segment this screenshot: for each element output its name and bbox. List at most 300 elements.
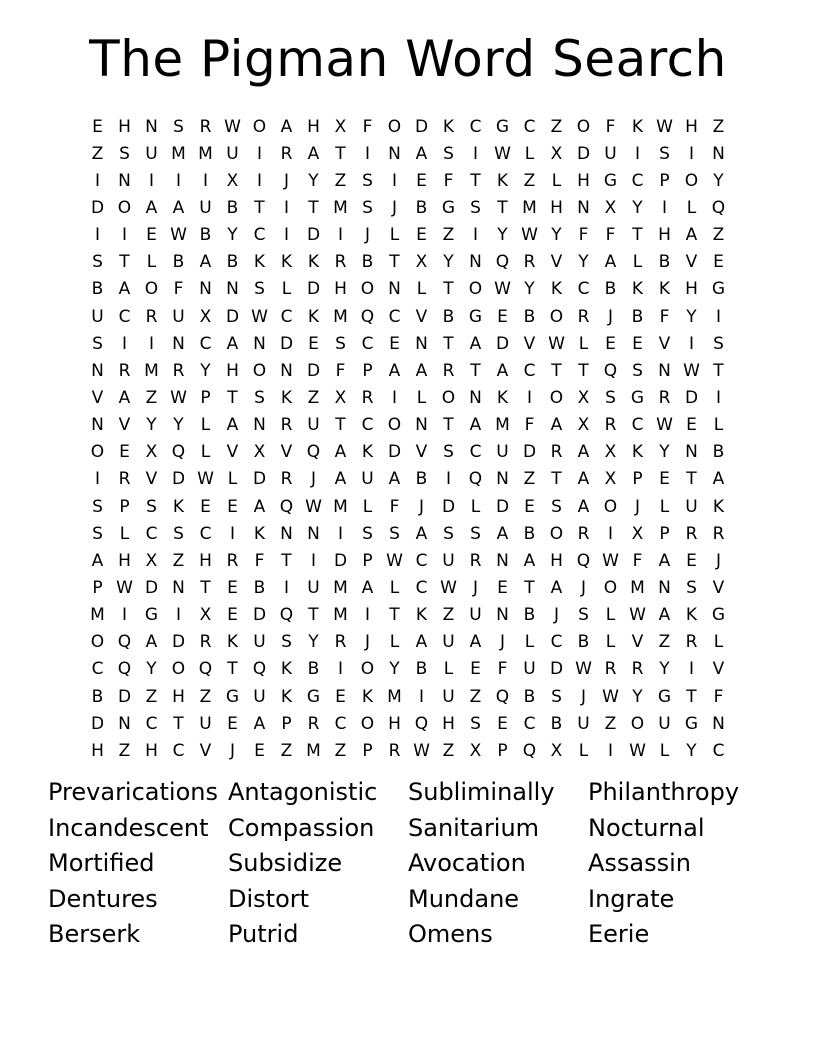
grid-letter: A xyxy=(226,415,239,436)
grid-letter: B xyxy=(577,632,590,653)
grid-letter: A xyxy=(307,143,320,164)
grid-row xyxy=(84,249,732,276)
grid-letter: C xyxy=(118,306,131,327)
word-list-item: Omens xyxy=(408,920,493,948)
grid-letter: K xyxy=(253,523,266,544)
grid-letter: V xyxy=(550,252,563,273)
grid-letter: S xyxy=(443,523,454,544)
grid-letter: M xyxy=(198,143,213,164)
grid-letter: F xyxy=(524,415,535,436)
grid-letter: K xyxy=(685,605,698,626)
grid-letter: O xyxy=(630,713,645,734)
grid-row xyxy=(84,520,732,547)
grid-letter: I xyxy=(715,387,721,408)
grid-letter: B xyxy=(253,577,266,598)
grid-letter: W xyxy=(170,387,187,408)
grid-letter: P xyxy=(659,170,670,191)
grid-letter: O xyxy=(90,632,105,653)
grid-letter: Z xyxy=(172,550,185,571)
grid-letter: H xyxy=(685,279,698,300)
grid-letter: D xyxy=(522,442,537,463)
grid-letter: O xyxy=(603,496,618,517)
grid-letter: U xyxy=(307,577,320,598)
grid-letter: J xyxy=(364,632,370,653)
grid-letter: C xyxy=(280,306,293,327)
grid-letter: S xyxy=(713,333,724,354)
grid-letter: M xyxy=(144,360,159,381)
grid-letter: Q xyxy=(495,252,510,273)
grid-letter: L xyxy=(200,442,211,463)
word-list-item: Subliminally xyxy=(408,778,555,806)
grid-letter: X xyxy=(550,740,563,761)
grid-letter: T xyxy=(713,360,724,381)
grid-row xyxy=(84,737,732,764)
grid-letter: H xyxy=(91,740,104,761)
grid-letter: T xyxy=(470,170,481,191)
grid-letter: R xyxy=(307,713,320,734)
grid-letter: V xyxy=(631,632,644,653)
grid-letter: Q xyxy=(171,442,186,463)
grid-letter: D xyxy=(279,333,294,354)
grid-letter: M xyxy=(495,415,510,436)
grid-letter: N xyxy=(253,415,266,436)
grid-letter: R xyxy=(658,387,671,408)
grid-letter: B xyxy=(523,306,536,327)
grid-letter: B xyxy=(91,686,104,707)
grid-letter: I xyxy=(418,686,424,707)
grid-letter: L xyxy=(713,415,724,436)
word-list-item: Sanitarium xyxy=(408,813,540,842)
grid-letter: N xyxy=(145,116,158,137)
grid-letter: H xyxy=(172,686,185,707)
grid-row xyxy=(84,656,732,683)
grid-letter: C xyxy=(712,740,725,761)
word-list-item: Incandescent xyxy=(48,813,209,842)
grid-row xyxy=(84,547,732,574)
grid-letter: F xyxy=(443,170,454,191)
grid-letter: K xyxy=(280,252,293,273)
grid-letter: Q xyxy=(576,550,591,571)
grid-letter: E xyxy=(119,442,130,463)
grid-letter: W xyxy=(413,740,430,761)
grid-row xyxy=(84,412,732,439)
grid-letter: G xyxy=(657,686,672,707)
grid-letter: K xyxy=(280,659,293,680)
grid-letter: Y xyxy=(632,197,643,218)
grid-letter: S xyxy=(362,170,373,191)
grid-letter: D xyxy=(144,577,159,598)
grid-letter: G xyxy=(495,116,510,137)
grid-letter: I xyxy=(526,387,532,408)
word-list-item: Ingrate xyxy=(588,884,675,913)
grid-letter: U xyxy=(145,143,158,164)
grid-letter: A xyxy=(172,197,185,218)
grid-letter: N xyxy=(496,469,509,490)
grid-letter: R xyxy=(685,632,698,653)
word-list-item: Berserk xyxy=(48,920,141,948)
grid-letter: A xyxy=(388,360,401,381)
grid-letter: L xyxy=(605,605,616,626)
grid-letter: L xyxy=(524,143,535,164)
grid-letter: E xyxy=(308,333,319,354)
grid-letter: B xyxy=(415,197,428,218)
grid-letter: C xyxy=(523,713,536,734)
grid-letter: L xyxy=(389,577,400,598)
grid-letter: L xyxy=(578,333,589,354)
grid-letter: X xyxy=(415,252,428,273)
grid-letter: Y xyxy=(443,252,454,273)
grid-letter: G xyxy=(711,279,726,300)
grid-letter: U xyxy=(442,686,455,707)
grid-letter: W xyxy=(386,550,403,571)
grid-letter: H xyxy=(658,225,671,246)
grid-letter: D xyxy=(306,279,321,300)
grid-letter: O xyxy=(360,279,375,300)
grid-letter: L xyxy=(713,632,724,653)
grid-letter: Z xyxy=(442,605,455,626)
grid-letter: M xyxy=(90,605,105,626)
grid-letter: W xyxy=(521,225,538,246)
grid-letter: B xyxy=(604,279,617,300)
grid-letter: K xyxy=(280,387,293,408)
grid-letter: R xyxy=(685,523,698,544)
grid-letter: N xyxy=(280,360,293,381)
word-list-item: Subsidize xyxy=(228,849,343,877)
grid-letter: U xyxy=(91,306,104,327)
grid-letter: E xyxy=(470,659,481,680)
grid-letter: X xyxy=(334,116,347,137)
grid-letter: I xyxy=(121,605,127,626)
grid-letter: I xyxy=(607,523,613,544)
grid-letter: A xyxy=(334,469,347,490)
grid-letter: X xyxy=(145,442,158,463)
grid-letter: U xyxy=(523,659,536,680)
grid-letter: H xyxy=(226,360,239,381)
grid-letter: I xyxy=(688,143,694,164)
grid-letter: D xyxy=(117,686,132,707)
grid-letter: W xyxy=(224,116,241,137)
grid-letter: U xyxy=(253,632,266,653)
grid-letter: Q xyxy=(495,686,510,707)
grid-letter: Q xyxy=(252,659,267,680)
grid-letter: Z xyxy=(334,740,347,761)
grid-letter: H xyxy=(145,740,158,761)
grid-letter: H xyxy=(550,550,563,571)
grid-letter: O xyxy=(549,523,564,544)
grid-letter: V xyxy=(226,442,239,463)
grid-letter: N xyxy=(172,333,185,354)
grid-letter: K xyxy=(253,252,266,273)
grid-letter: Q xyxy=(279,496,294,517)
grid-letter: I xyxy=(121,333,127,354)
grid-letter: U xyxy=(577,713,590,734)
grid-letter: K xyxy=(712,496,725,517)
grid-letter: D xyxy=(333,550,348,571)
grid-letter: G xyxy=(441,197,456,218)
grid-letter: R xyxy=(712,523,725,544)
grid-letter: V xyxy=(415,442,428,463)
grid-letter: G xyxy=(225,686,240,707)
grid-letter: B xyxy=(226,197,239,218)
grid-letter: C xyxy=(469,442,482,463)
grid-letter: O xyxy=(117,197,132,218)
grid-letter: N xyxy=(118,713,131,734)
grid-letter: R xyxy=(145,306,158,327)
grid-letter: L xyxy=(119,523,130,544)
grid-letter: L xyxy=(362,496,373,517)
grid-letter: S xyxy=(470,713,481,734)
grid-letter: F xyxy=(659,306,670,327)
grid-letter: P xyxy=(200,387,211,408)
grid-letter: A xyxy=(577,469,590,490)
grid-letter: X xyxy=(226,170,239,191)
grid-letter: I xyxy=(364,143,370,164)
grid-row xyxy=(84,140,732,167)
grid-letter: N xyxy=(91,415,104,436)
grid-letter: R xyxy=(280,415,293,436)
grid-letter: F xyxy=(389,496,400,517)
grid-letter: C xyxy=(145,713,158,734)
grid-letter: H xyxy=(334,279,347,300)
grid-letter: T xyxy=(686,686,697,707)
grid-letter: A xyxy=(577,442,590,463)
grid-letter: G xyxy=(306,686,321,707)
grid-letter: E xyxy=(416,225,427,246)
grid-letter: Q xyxy=(414,713,429,734)
grid-letter: I xyxy=(310,550,316,571)
grid-letter: S xyxy=(551,496,562,517)
grid-letter: Y xyxy=(632,686,643,707)
grid-letter: G xyxy=(684,713,699,734)
grid-letter: E xyxy=(227,496,238,517)
grid-letter: A xyxy=(415,523,428,544)
grid-letter: T xyxy=(686,469,697,490)
grid-letter: N xyxy=(415,415,428,436)
grid-letter: I xyxy=(661,197,667,218)
grid-letter: V xyxy=(712,577,725,598)
grid-letter: B xyxy=(361,252,374,273)
page-title: The Pigman Word Search xyxy=(89,30,727,88)
grid-letter: W xyxy=(116,577,133,598)
grid-letter: C xyxy=(199,523,212,544)
grid-letter: U xyxy=(199,713,212,734)
grid-letter: E xyxy=(632,333,643,354)
grid-letter: R xyxy=(577,523,590,544)
grid-letter: J xyxy=(391,197,397,218)
grid-letter: I xyxy=(94,225,100,246)
grid-letter: J xyxy=(580,686,586,707)
grid-letter: V xyxy=(199,740,212,761)
grid-letter: T xyxy=(227,659,238,680)
grid-letter: A xyxy=(388,469,401,490)
grid-letter: S xyxy=(362,197,373,218)
grid-letter: A xyxy=(415,143,428,164)
grid-letter: F xyxy=(254,550,265,571)
grid-letter: N xyxy=(712,713,725,734)
grid-letter: W xyxy=(629,605,646,626)
grid-letter: W xyxy=(170,225,187,246)
grid-letter: A xyxy=(280,116,293,137)
grid-letter: T xyxy=(173,713,184,734)
grid-letter: D xyxy=(495,333,510,354)
grid-letter: O xyxy=(90,442,105,463)
grid-letter: H xyxy=(199,550,212,571)
grid-letter: Y xyxy=(227,225,238,246)
grid-letter: T xyxy=(632,225,643,246)
grid-letter: Z xyxy=(442,225,455,246)
grid-letter: S xyxy=(470,523,481,544)
word-list-item: Avocation xyxy=(408,849,526,877)
grid-letter: S xyxy=(659,143,670,164)
grid-letter: U xyxy=(442,632,455,653)
grid-letter: I xyxy=(94,469,100,490)
grid-letter: T xyxy=(389,252,400,273)
grid-letter: U xyxy=(361,469,374,490)
grid-letter: U xyxy=(172,306,185,327)
grid-letter: I xyxy=(148,170,154,191)
grid-letter: K xyxy=(496,387,509,408)
grid-letter: T xyxy=(308,605,319,626)
grid-letter: T xyxy=(443,333,454,354)
grid-letter: N xyxy=(280,523,293,544)
grid-letter: R xyxy=(577,306,590,327)
grid-letter: H xyxy=(388,713,401,734)
grid-letter: C xyxy=(469,116,482,137)
word-list-item: Distort xyxy=(228,884,310,913)
letter-grid xyxy=(84,113,732,764)
grid-letter: D xyxy=(306,360,321,381)
grid-letter: Z xyxy=(469,686,482,707)
grid-letter: N xyxy=(199,279,212,300)
grid-letter: L xyxy=(146,252,157,273)
grid-letter: U xyxy=(442,550,455,571)
grid-letter: Y xyxy=(308,632,319,653)
grid-letter: Z xyxy=(307,387,320,408)
grid-letter: J xyxy=(607,306,613,327)
grid-letter: N xyxy=(118,170,131,191)
grid-letter: P xyxy=(659,523,670,544)
grid-letter: Y xyxy=(308,170,319,191)
grid-letter: B xyxy=(523,605,536,626)
grid-letter: Q xyxy=(522,740,537,761)
grid-letter: P xyxy=(362,550,373,571)
grid-letter: K xyxy=(631,279,644,300)
grid-letter: J xyxy=(310,469,316,490)
grid-letter: Y xyxy=(686,306,697,327)
grid-letter: X xyxy=(469,740,482,761)
grid-letter: J xyxy=(634,496,640,517)
grid-row xyxy=(84,493,732,520)
grid-letter: A xyxy=(145,632,158,653)
word-list-item: Mortified xyxy=(48,849,155,877)
grid-letter: X xyxy=(604,442,617,463)
grid-row xyxy=(84,167,732,194)
grid-letter: Z xyxy=(604,713,617,734)
grid-letter: H xyxy=(118,550,131,571)
grid-letter: X xyxy=(334,387,347,408)
grid-letter: X xyxy=(631,523,644,544)
grid-letter: K xyxy=(658,279,671,300)
grid-letter: V xyxy=(658,333,671,354)
grid-letter: U xyxy=(253,686,266,707)
grid-row xyxy=(84,222,732,249)
grid-letter: F xyxy=(713,686,724,707)
grid-letter: P xyxy=(362,740,373,761)
grid-letter: L xyxy=(227,469,238,490)
grid-letter: S xyxy=(173,523,184,544)
grid-letter: N xyxy=(307,523,320,544)
grid-letter: F xyxy=(605,116,616,137)
grid-letter: K xyxy=(307,306,320,327)
grid-letter: K xyxy=(550,279,563,300)
grid-letter: J xyxy=(472,577,478,598)
grid-letter: E xyxy=(713,252,724,273)
grid-letter: L xyxy=(416,279,427,300)
grid-row xyxy=(84,439,732,466)
grid-letter: U xyxy=(469,605,482,626)
grid-letter: N xyxy=(496,605,509,626)
grid-letter: B xyxy=(91,279,104,300)
grid-letter: K xyxy=(361,442,374,463)
grid-letter: L xyxy=(551,170,562,191)
grid-letter: V xyxy=(712,659,725,680)
grid-letter: U xyxy=(199,197,212,218)
grid-letter: N xyxy=(253,333,266,354)
grid-letter: Z xyxy=(658,632,671,653)
grid-letter: N xyxy=(226,279,239,300)
grid-letter: R xyxy=(199,116,212,137)
grid-letter: I xyxy=(175,170,181,191)
grid-letter: D xyxy=(90,713,105,734)
grid-letter: J xyxy=(229,740,235,761)
grid-letter: C xyxy=(361,415,374,436)
grid-letter: Y xyxy=(686,740,697,761)
grid-letter: Y xyxy=(146,415,157,436)
grid-letter: A xyxy=(469,415,482,436)
grid-letter: Z xyxy=(145,387,158,408)
grid-letter: S xyxy=(470,197,481,218)
grid-letter: O xyxy=(360,659,375,680)
grid-letter: S xyxy=(92,496,103,517)
grid-letter: M xyxy=(333,306,348,327)
grid-letter: T xyxy=(389,605,400,626)
grid-letter: L xyxy=(659,740,670,761)
grid-letter: D xyxy=(90,197,105,218)
grid-letter: J xyxy=(580,577,586,598)
grid-letter: F xyxy=(335,360,346,381)
grid-letter: A xyxy=(145,197,158,218)
grid-letter: F xyxy=(632,550,643,571)
grid-letter: W xyxy=(575,659,592,680)
grid-letter: N xyxy=(415,333,428,354)
grid-letter: W xyxy=(494,279,511,300)
grid-letter: Z xyxy=(280,740,293,761)
grid-letter: Q xyxy=(360,306,375,327)
grid-row xyxy=(84,194,732,221)
grid-letter: W xyxy=(494,143,511,164)
grid-letter: Q xyxy=(198,659,213,680)
grid-letter: D xyxy=(225,306,240,327)
grid-letter: Z xyxy=(118,740,131,761)
grid-letter: O xyxy=(387,116,402,137)
grid-letter: N xyxy=(388,143,401,164)
grid-letter: U xyxy=(496,442,509,463)
grid-letter: Q xyxy=(279,605,294,626)
grid-letter: W xyxy=(629,740,646,761)
grid-letter: Y xyxy=(713,170,724,191)
grid-letter: C xyxy=(523,116,536,137)
grid-letter: W xyxy=(251,306,268,327)
